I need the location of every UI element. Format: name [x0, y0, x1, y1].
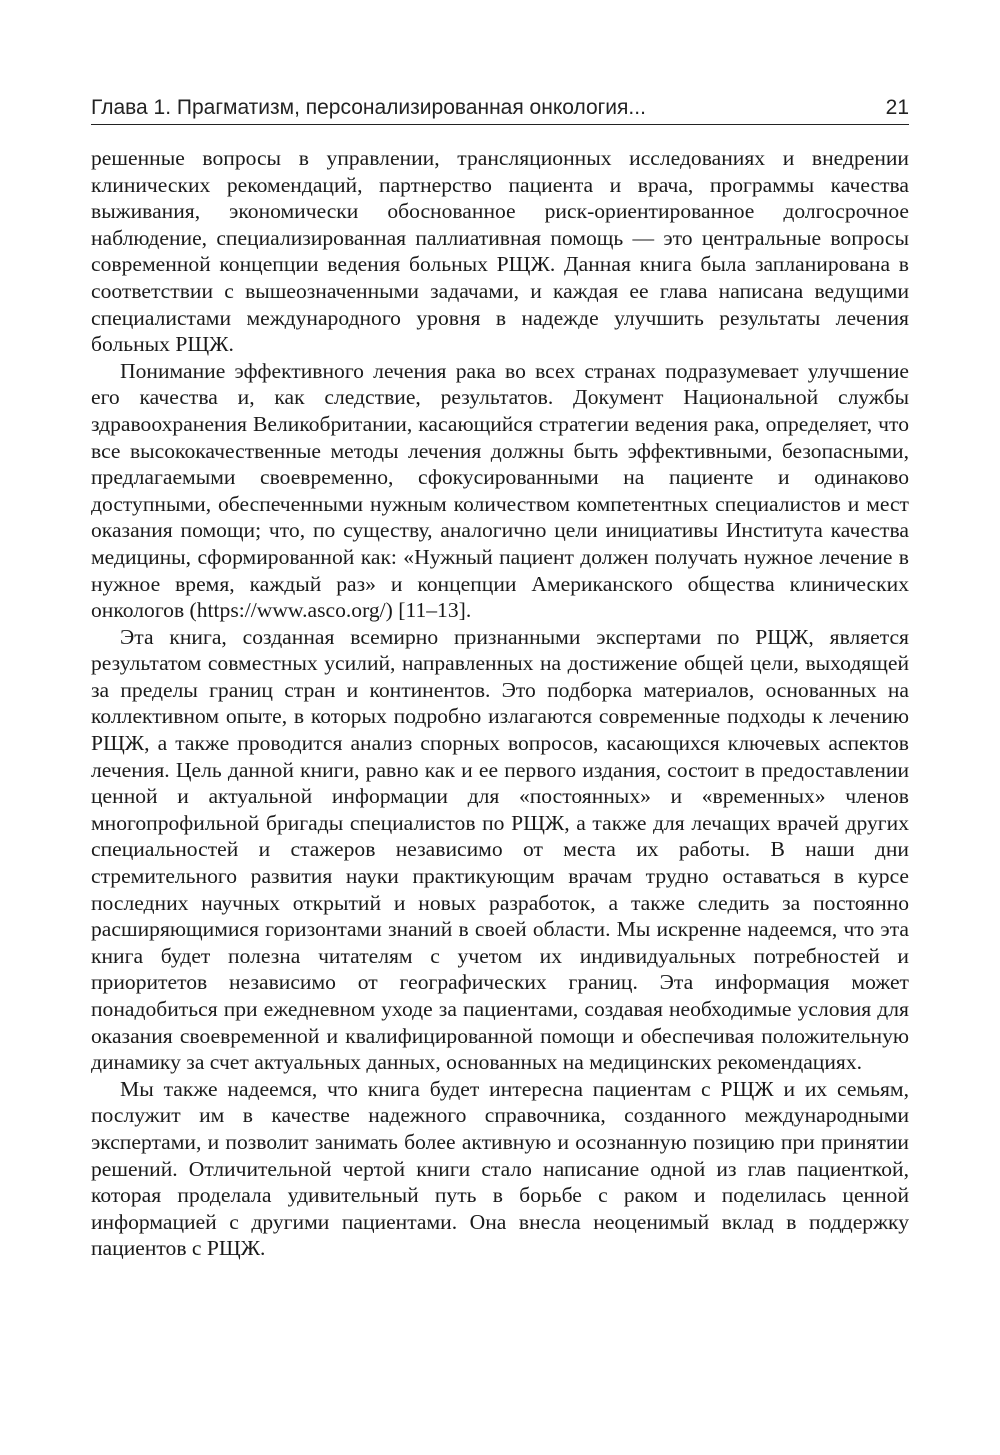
book-page — [91, 96, 909, 1262]
chapter-title: Глава 1. Прагматизм, персонализированная онкология... — [91, 96, 646, 119]
running-head — [91, 96, 909, 125]
paragraph: Мы также надеемся, что книга будет интересна пациентам с РЩЖ и их семьям, послужит им в качестве надежного справочника, созданного международными экспертами, и позволит занимать более активную и осознанную позицию при принятии решений. Отличительной чертой книги стало написание одной из глав пациенткой, которая проделала удивительный путь в борьбе с раком и поделилась ценной информацией с другими пациентами. Она внесла неоценимый вклад в поддержку пациентов с РЩЖ. — [91, 1076, 909, 1261]
paragraph: Эта книга, созданная всемирно признанными экспертами по РЩЖ, является результатом совместных усилий, направленных на достижение общей цели, выходящей за пределы границ стран и континентов. Это подборка материалов, основанных на коллективном опыте, в которых подробно излагаются современные подходы к лечению РЩЖ, а также проводится анализ спорных вопросов, касающихся ключевых аспектов лечения. Цель данной книги, равно как и ее первого издания, состоит в предоставлении ценной и актуальной информации для «постоянных» и «временных» членов многопрофильной бригады специалистов по РЩЖ, а также для лечащих врачей других специальностей и стажеров независимо от места их работы. В наши дни стремительного развития науки практикующим врачам трудно оставаться в курсе последних научных открытий и новых разработок, а также следить за постоянно расширяющимися горизонтами знаний в своей области. Мы искренне надеемся, что эта книга будет полезна читателям с учетом их индивидуальных потребностей и приоритетов независимо от географических границ. Эта информация может понадобиться при ежедневном уходе за пациентами, создавая необходимые условия для оказания своевременной и квалифицированной помощи и обеспечивая положительную динамику за счет актуальных данных, основанных на медицинских рекомендациях. — [91, 624, 909, 1075]
body-text — [91, 145, 909, 1262]
page-number: 21 — [885, 96, 909, 119]
paragraph: Понимание эффективного лечения рака во всех странах подразумевает улучшение его качества и, как следствие, результатов. Документ Национальной службы здравоохранения Великобритании, касающийся стратегии ведения рака, определяет, что все высококачественные методы лечения должны быть эффективными, безопасными, предлагаемыми своевременно, сфокусированными на пациенте и одинаково доступными, обеспеченными нужным количеством компетентных специалистов и мест оказания помощи; что, по существу, аналогично цели инициативы Института качества медицины, сформированной как: «Нужный пациент должен получать нужное лечение в нужное время, каждый раз» и концепции Американского общества клинических онкологов (https://www.asco.org/) [11–13]. — [91, 358, 909, 623]
paragraph: решенные вопросы в управлении, трансляционных исследованиях и внедрении клинических рекомендаций, партнерство пациента и врача, программы качества выживания, экономически обоснованное риск-ориентированное долгосрочное наблюдение, специализированная паллиативная помощь — это центральные вопросы современной концепции ведения больных РЩЖ. Данная книга была запланирована в соответствии с вышеозначенными задачами, и каждая ее глава написана ведущими специалистами международного уровня в надежде улучшить результаты лечения больных РЩЖ. — [91, 146, 909, 357]
